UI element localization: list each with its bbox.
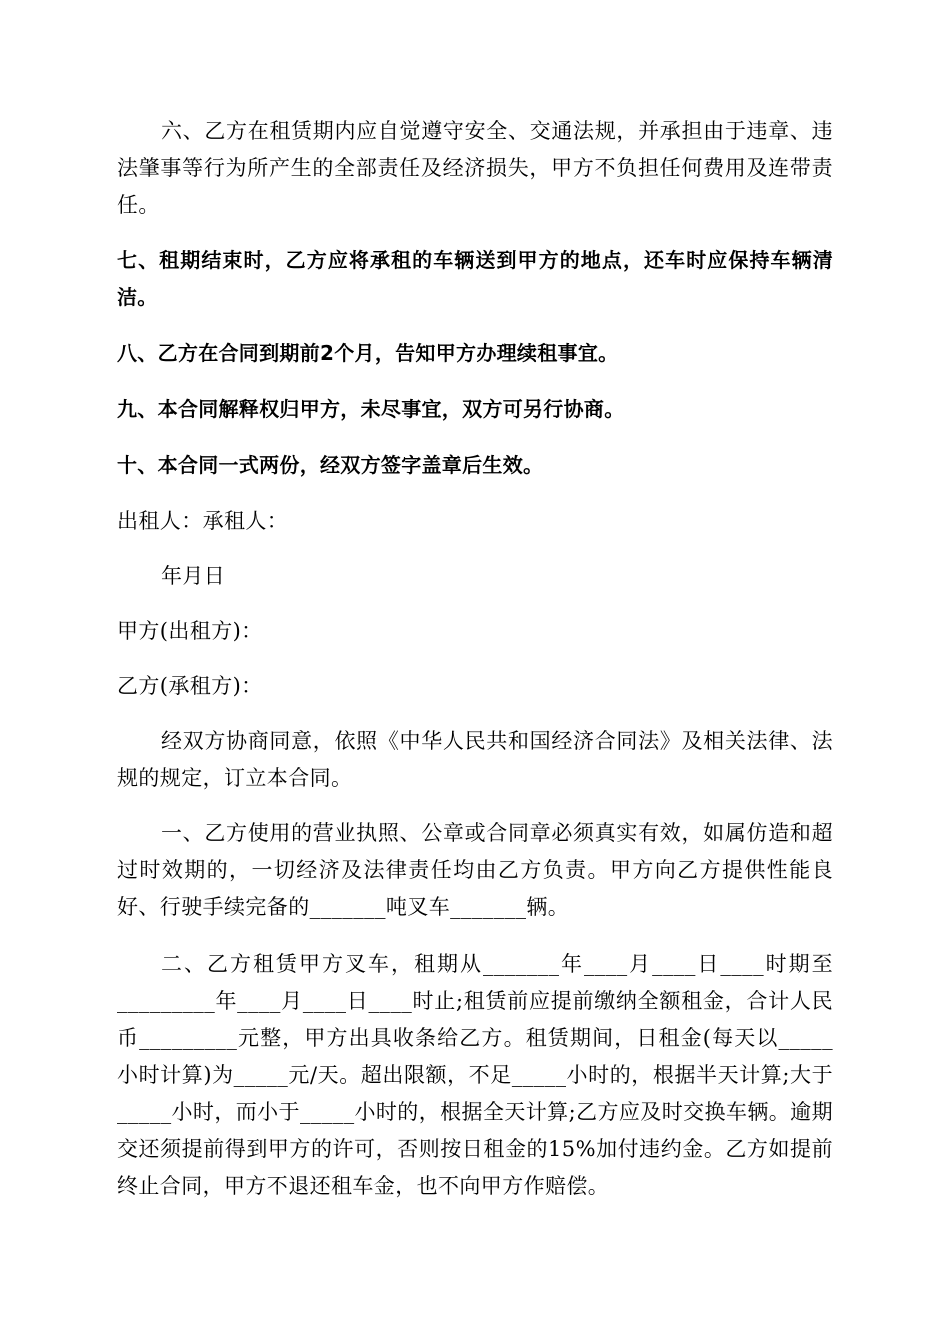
clause-6-paragraph: 六、乙方在租赁期内应自觉遵守安全、交通法规，并承担由于违章、违法肇事等行为所产生的全部责任及经济损失，甲方不负担任何费用及连带责任。 [117,119,833,217]
party-b-line: 乙方(承租方)： [117,674,263,698]
party-a-line: 甲方(出租方)： [117,619,263,643]
signers-line: 出租人：承租人： [117,509,289,533]
article-2-paragraph: 二、乙方租赁甲方叉车，租期从_______年____月____日____时期至_________年____月____日____时止;租赁前应提前缴纳全额租金，合计人民币_________元整，甲方出具收条给乙方。租赁期间，日租金(每天以_____小时计算)为_____元/天。超出限额，不足_____小时的，根据半天计算;大于_____小时，而小于_____小时的，根据全天计算;乙方应及时交换车辆。逾期交还须提前得到甲方的许可，否则按日租金的15%加付违约金。乙方如提前终止合同，甲方不退还租车金，也不向甲方作赔偿。 [117,952,833,1198]
preamble-paragraph: 经双方协商同意，依照《中华人民共和国经济合同法》及相关法律、法规的规定，订立本合同。 [117,729,833,790]
clause-9-paragraph: 九、本合同解释权归甲方，未尽事宜，双方可另行协商。 [117,397,625,421]
article-1-paragraph: 一、乙方使用的营业执照、公章或合同章必须真实有效，如属仿造和超过时效期的，一切经济及法律责任均由乙方负责。甲方向乙方提供性能良好、行驶手续完备的_______吨叉车_______辆。 [117,821,833,919]
date-line: 年月日 [161,564,226,588]
clause-8-paragraph: 八、乙方在合同到期前2个月，告知甲方办理续租事宜。 [117,341,619,365]
clause-7-paragraph: 七、租期结束时，乙方应将承租的车辆送到甲方的地点，还车时应保持车辆清洁。 [117,248,833,309]
clause-10-paragraph: 十、本合同一式两份，经双方签字盖章后生效。 [117,453,544,477]
